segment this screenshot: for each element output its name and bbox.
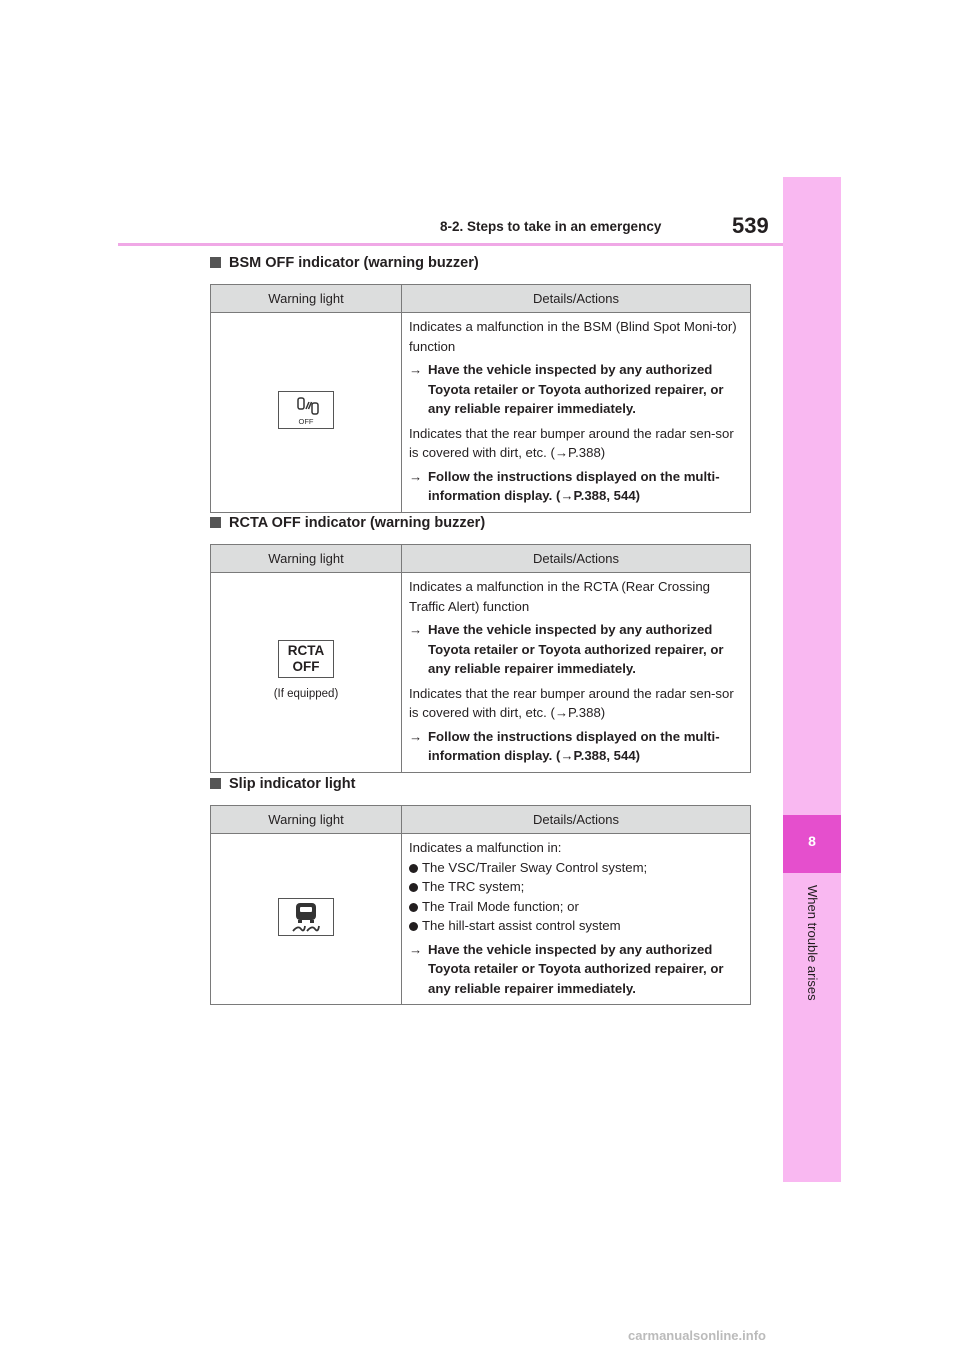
- warning-light-cell: [211, 834, 402, 1005]
- action-text: → Have the vehicle inspected by any authorized Toyota retailer or Toyota authorized repairer, or any reliable repairer immediately.: [409, 362, 724, 416]
- page-number: 539: [732, 213, 769, 238]
- detail-text: Indicates a malfunction in the BSM (Blind Spot Moni-tor) function: [409, 319, 737, 354]
- watermark: carmanualsonline.info: [628, 1328, 766, 1343]
- warning-light-cell: [211, 313, 402, 513]
- arrow-icon: →: [409, 941, 423, 957]
- col-header-warning-light: Warning light: [211, 285, 402, 313]
- col-header-details: Details/Actions: [402, 806, 751, 834]
- col-header-warning-light: Warning light: [211, 806, 402, 834]
- list-item: The TRC system;: [409, 877, 744, 897]
- detail-text: Indicates that the rear bumper around the radar sen-sor is covered with dirt, etc. (→P.388): [409, 425, 734, 460]
- header-rule: [118, 243, 783, 246]
- bullet-dot-icon: [409, 864, 418, 873]
- action-text: → Have the vehicle inspected by any authorized Toyota retailer or Toyota authorized repairer, or any reliable repairer immediately.: [409, 941, 724, 996]
- arrow-icon: →: [409, 362, 423, 377]
- list-item: The hill-start assist control system: [409, 916, 744, 936]
- svg-text:OFF: OFF: [298, 417, 314, 426]
- section-heading-rcta: RCTA OFF indicator (warning buzzer): [210, 515, 485, 531]
- action-text: → Have the vehicle inspected by any authorized Toyota retailer or Toyota authorized repairer, or any reliable repairer immediately.: [409, 622, 724, 676]
- action-text: → Follow the instructions displayed on the multi-information display. (→P.388, 544): [409, 468, 720, 503]
- slip-indicator-icon: [278, 898, 334, 936]
- square-bullet-icon: [210, 517, 221, 528]
- square-bullet-icon: [210, 778, 221, 789]
- section-heading-bsm: BSM OFF indicator (warning buzzer): [210, 255, 479, 271]
- section-header: 8-2. Steps to take in an emergency: [440, 219, 662, 234]
- detail-text: Indicates a malfunction in:: [409, 840, 562, 855]
- details-cell: [402, 313, 751, 513]
- arrow-icon: →: [409, 622, 423, 637]
- list-item: The Trail Mode function; or: [409, 897, 744, 917]
- col-header-warning-light: Warning light: [211, 545, 402, 573]
- if-equipped-caption: (If equipped): [273, 687, 339, 700]
- section-heading-slip: Slip indicator light: [210, 776, 355, 792]
- rcta-off-icon: RCTA OFF: [278, 640, 334, 678]
- bullet-dot-icon: [409, 922, 418, 931]
- details-cell: [402, 573, 751, 773]
- slip-warning-table: [210, 805, 751, 1005]
- bullet-dot-icon: [409, 903, 418, 912]
- warning-light-cell: [211, 573, 402, 773]
- list-item: The VSC/Trailer Sway Control system;: [409, 858, 744, 878]
- chapter-title: When trouble arises: [805, 885, 820, 1001]
- col-header-details: Details/Actions: [402, 545, 751, 573]
- bsm-off-icon: [278, 391, 334, 429]
- col-header-details: Details/Actions: [402, 285, 751, 313]
- square-bullet-icon: [210, 257, 221, 268]
- action-text: → Follow the instructions displayed on the multi-information display. (→P.388, 544): [409, 728, 720, 763]
- details-cell: [402, 834, 751, 1005]
- rcta-warning-table: [210, 544, 751, 773]
- arrow-icon: →: [409, 728, 423, 744]
- arrow-icon: →: [409, 468, 423, 484]
- detail-text: Indicates a malfunction in the RCTA (Rear Crossing Traffic Alert) function: [409, 579, 710, 614]
- chapter-number: 8: [808, 833, 816, 849]
- bullet-dot-icon: [409, 883, 418, 892]
- detail-text: Indicates that the rear bumper around the radar sen-sor is covered with dirt, etc. (→P.388): [409, 685, 734, 720]
- bsm-warning-table: [210, 284, 751, 513]
- chapter-tab-strip: [783, 177, 841, 1182]
